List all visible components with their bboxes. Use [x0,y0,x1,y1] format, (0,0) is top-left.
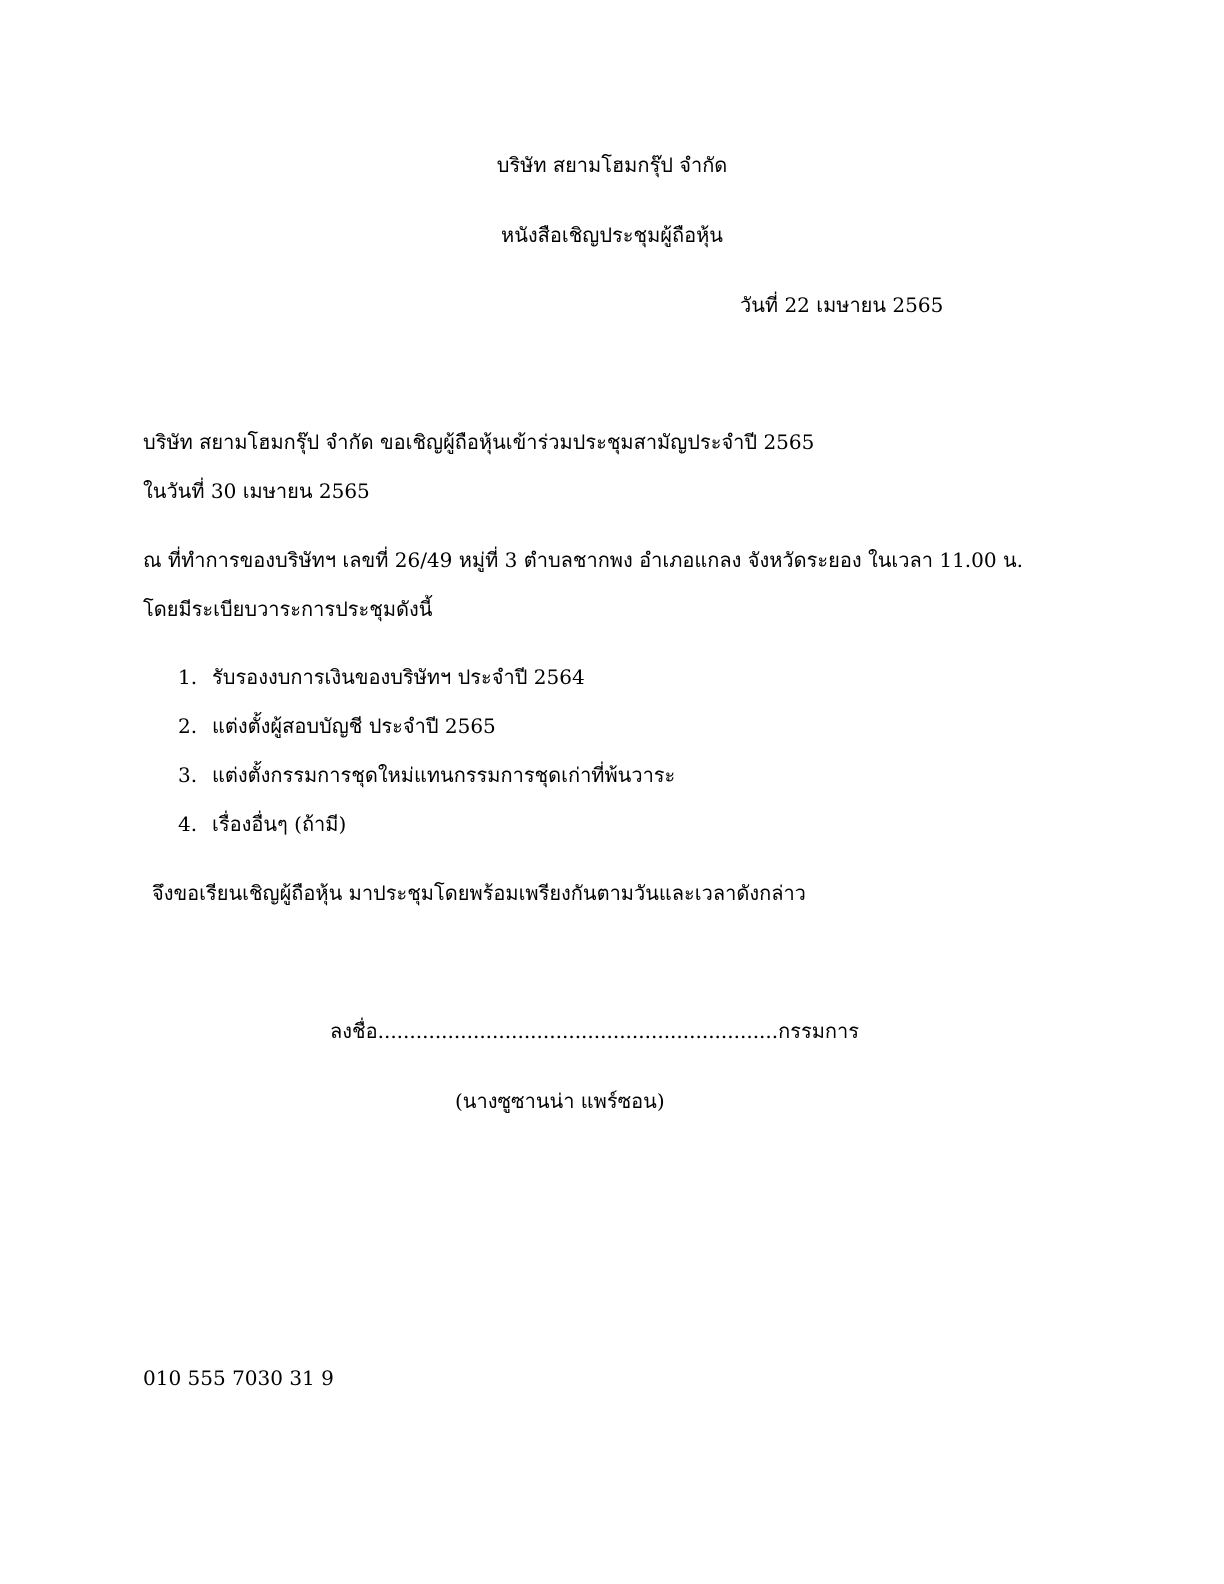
registration-number: 010 555 7030 31 9 [143,1366,334,1390]
location-line-1: ณ ที่ทำการของบริษัทฯ เลขที่ 26/49 หมู่ที่ 3 ตำบลชากพง อำเภอแกลง จังหวัดระยอง ในเวลา 11.00 น. [143,548,1023,572]
invitation-line-2: ในวันที่ 30 เมษายน 2565 [143,479,370,503]
agenda-item [178,809,675,858]
agenda-item-number: 2. [178,714,198,738]
closing-statement: จึงขอเรียนเชิญผู้ถือหุ้น มาประชุมโดยพร้อมเพรียงกันตามวันและเวลาดังกล่าว [152,881,806,905]
agenda-item-text: แต่งตั้งผู้สอบบัญชี ประจำปี 2565 [212,714,496,738]
agenda-item-number: 4. [178,812,198,836]
agenda-item-text: เรื่องอื่นๆ (ถ้ามี) [212,812,347,836]
company-name: บริษัท สยามโฮมกรุ๊ป จำกัด [496,153,728,177]
agenda-item-number: 3. [178,763,198,787]
signature-line: ลงชื่อ...............................................................กรรมการ [330,1019,859,1043]
agenda-item-number: 1. [178,665,198,689]
agenda-list [178,662,675,858]
agenda-item-text: แต่งตั้งกรรมการชุดใหม่แทนกรรมการชุดเก่าที่พ้นวาระ [212,763,676,787]
agenda-item [178,711,675,760]
agenda-item [178,760,675,809]
agenda-item [178,662,675,711]
document-title: หนังสือเชิญประชุมผู้ถือหุ้น [501,223,723,247]
agenda-item-text: รับรองงบการเงินของบริษัทฯ ประจำปี 2564 [212,665,585,689]
document-date: วันที่ 22 เมษายน 2565 [740,293,944,317]
invitation-line-1: บริษัท สยามโฮมกรุ๊ป จำกัด ขอเชิญผู้ถือหุ้นเข้าร่วมประชุมสามัญประจำปี 2565 [143,430,815,454]
location-line-2: โดยมีระเบียบวาระการประชุมดังนี้ [143,597,433,621]
signer-name: (นางซูซานน่า แพร์ซอน) [455,1089,665,1113]
